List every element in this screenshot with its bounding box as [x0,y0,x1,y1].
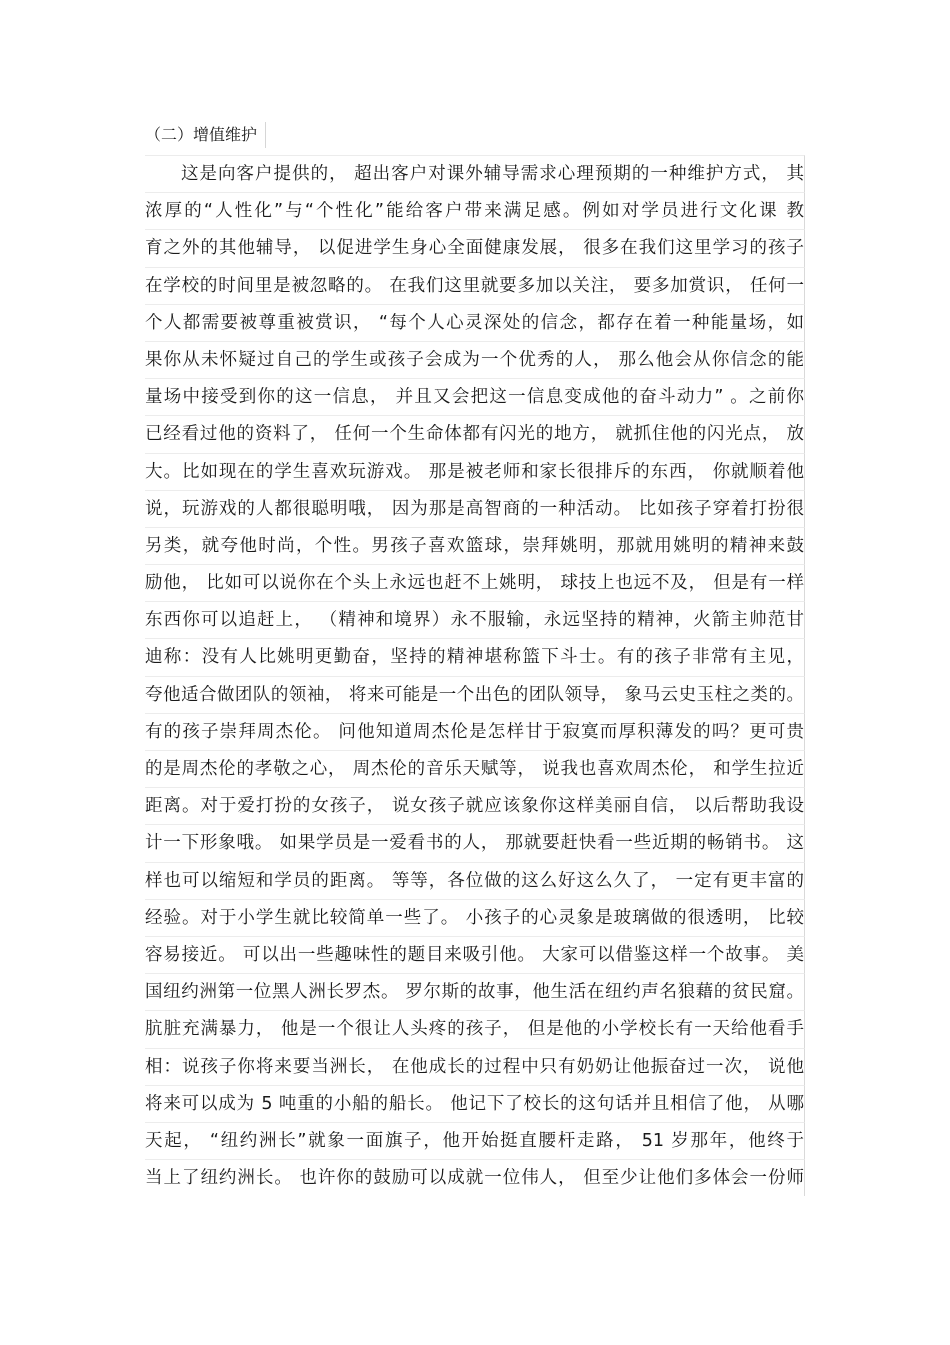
text-line: 当上了纽约洲长。 也许你的鼓励可以成就一位伟人， 但至少让他们多体会一份师 [145,1159,805,1196]
paragraph-body [145,155,805,1196]
text-line: 的是周杰伦的孝敬之心， 周杰伦的音乐天赋等， 说我也喜欢周杰伦， 和学生拉近 [145,750,805,787]
text-line: 果你从未怀疑过自己的学生或孩子会成为一个优秀的人， 那么他会从你信念的能 [145,341,805,378]
text-line: 大。比如现在的学生喜欢玩游戏。 那是被老师和家长很排斥的东西， 你就顺着他 [145,453,805,490]
text-line: 经验。对于小学生就比较简单一些了。 小孩子的心灵象是玻璃做的很透明， 比较 [145,899,805,936]
text-line: 计一下形象哦。 如果学员是一爱看书的人， 那就要赶快看一些近期的畅销书。 这 [145,824,805,861]
text-line: 天起， “纽约洲长”就象一面旗子，他开始挺直腰杆走路， 51 岁那年，他终于 [145,1122,805,1159]
text-line: 国纽约洲第一位黑人洲长罗杰。 罗尔斯的故事，他生活在纽约声名狼藉的贫民窟。 [145,973,805,1010]
text-line: 东西你可以追赶上， （精神和境界）永不服输，永远坚持的精神，火箭主帅范甘 [145,601,805,638]
text-line: 励他， 比如可以说你在个头上永远也赶不上姚明， 球技上也远不及， 但是有一样 [145,564,805,601]
text-line: 育之外的其他辅导， 以促进学生身心全面健康发展， 很多在我们这里学习的孩子 [145,229,805,266]
text-line: 量场中接受到你的这一信息， 并且又会把这一信息变成他的奋斗动力” 。之前你 [145,378,805,415]
text-line: 这是向客户提供的， 超出客户对课外辅导需求心理预期的一种维护方式， 其 [145,155,805,192]
text-line: 另类，就夸他时尚，个性。男孩子喜欢篮球，崇拜姚明，那就用姚明的精神来鼓 [145,527,805,564]
text-line: 距离。对于爱打扮的女孩子， 说女孩子就应该象你这样美丽自信， 以后帮助我设 [145,787,805,824]
text-line: 肮脏充满暴力， 他是一个很让人头疼的孩子， 但是他的小学校长有一天给他看手 [145,1010,805,1047]
text-line: 相：说孩子你将来要当洲长， 在他成长的过程中只有奶奶让他振奋过一次， 说他 [145,1048,805,1085]
text-line: 浓厚的“人性化”与“个性化”能给客户带来满足感。例如对学员进行文化课 教 [145,192,805,229]
text-line: 将来可以成为 5 吨重的小船的船长。 他记下了校长的这句话并且相信了他， 从哪 [145,1085,805,1122]
text-line: 迪称：没有人比姚明更勤奋，坚持的精神堪称篮下斗士。有的孩子非常有主见， [145,638,805,675]
text-line: 容易接近。 可以出一些趣味性的题目来吸引他。 大家可以借鉴这样一个故事。 美 [145,936,805,973]
text-line: 在学校的时间里是被忽略的。 在我们这里就要多加以关注， 要多加赏识， 任何一 [145,267,805,304]
text-line: 有的孩子崇拜周杰伦。 问他知道周杰伦是怎样甘于寂寞而厚积薄发的吗？更可贵 [145,713,805,750]
text-line: 个人都需要被尊重被赏识， “每个人心灵深处的信念，都存在着一种能量场，如 [145,304,805,341]
text-line: 说，玩游戏的人都很聪明哦， 因为那是高智商的一种活动。 比如孩子穿着打扮很 [145,490,805,527]
text-line: 夸他适合做团队的领袖， 将来可能是一个出色的团队领导， 象马云史玉柱之类的。 [145,676,805,713]
section-heading: （二）增值维护 [145,122,266,148]
text-line: 已经看过他的资料了， 任何一个生命体都有闪光的地方， 就抓住他的闪光点， 放 [145,415,805,452]
text-line: 样也可以缩短和学员的距离。 等等，各位做的这么好这么久了， 一定有更丰富的 [145,862,805,899]
